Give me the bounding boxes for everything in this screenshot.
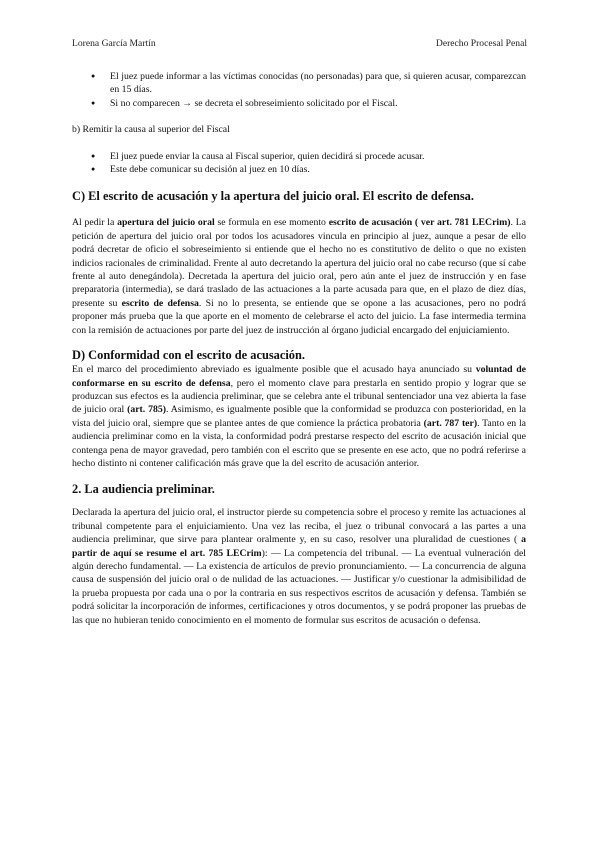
- header-subject: Derecho Procesal Penal: [435, 38, 527, 49]
- page-content: [72, 70, 526, 627]
- list-item: ● Si no comparecen → se decreta el sobreseimiento solicitado por el Fiscal.: [72, 97, 526, 110]
- option-b-text: b) Remitir la causa al superior del Fiscal: [72, 124, 230, 136]
- header-author: Lorena García Martín: [72, 38, 156, 49]
- section-2-paragraph: Declarada la apertura del juicio oral, el instructor pierde su competencia sobre el proceso y remite las actuaciones al tribunal competente para el enjuiciamiento. Una vez las reciba, el juez o tribunal convocará a las partes a una audiencia preliminar, que sirve para plantear oralmente y, en su caso, resolver una pluralidad de cuestiones ( a partir de aquí se resume el art. 785 LECrim): — La competencia del tribunal. — La eventual vulneración del algún derecho fundamental. — La existencia de artículos de previo pronunciamiento. — La concurrencia de alguna causa de suspensión del juicio oral o de nulidad de las actuaciones. — Justificar y/o cuestionar la admisibilidad de la prueba propuesta por cada una o por la contraria en sus respectivos escritos de acusación y defensa. También se podrá solicitar la incorporación de informes, certificaciones y otros documentos, y se podrá proponer las pruebas de las que no hubieran tenido conocimiento en el momento de formular sus escritos de acusación o defensa.: [72, 507, 527, 626]
- list-item: ● El juez puede informar a las víctimas conocidas (no personadas) para que, si quieren acusar, comparezcan en 15 días.: [72, 70, 526, 97]
- bullet-list-a: [72, 70, 526, 110]
- section-c-heading: C) El escrito de acusación y la apertura del juicio oral. El escrito de defensa.: [72, 189, 474, 204]
- section-2-heading: 2. La audiencia preliminar.: [72, 482, 215, 497]
- section-d-heading: D) Conformidad con el escrito de acusación.: [72, 348, 305, 363]
- list-item: ● Este debe comunicar su decisión al juez en 10 días.: [72, 163, 526, 176]
- section-d-paragraph: En el marco del procedimiento abreviado es igualmente posible que el acusado haya anunciado su voluntad de conformarse en su escrito de defensa, pero el momento clave para prestarla en sentido propio y lograr que se produzcan sus efectos es la audiencia preliminar, que se celebra ante el tribunal sentenciador una vez abierta la fase de juicio oral (art. 785). Asimismo, es igualmente posible que la conformidad se produzca con posterioridad, en la vista del juicio oral, siempre que se plantee antes de que comience la práctica probatoria (art. 787 ter). Tanto en la audiencia preliminar como en la vista, la conformidad podrá prestarse respecto del escrito de acusación inicial que contenga pena de mayor gravedad, pero también con el escrito que se presente en ese acto, que no podrá referirse a hecho distinto ni contener calificación más grave que la del escrito de acusación anterior.: [72, 364, 526, 469]
- section-c-paragraph: Al pedir la apertura del juicio oral se formula en ese momento escrito de acusación ( ver art. 781 LECrim). La petición de apertura del juicio oral por todos los acusadores vincula en principio al juez, aunque a pesar de ello podrá decretar de oficio el sobreseimiento si entiende que el hecho no es constitutivo de delito o que no existen indicios racionales de criminalidad. Frente al auto decretando la apertura del juicio oral no cabe recurso (que sí cabe frente al auto denegándola). Decretada la apertura del juicio oral, pero aún ante el juez de instrucción y en fase preparatoria (intermedia), se dará traslado de las actuaciones a la parte acusada para que, en el plazo de diez días, presente su escrito de defensa. Si no lo presenta, se entiende que se opone a las acusaciones, pero no podrá proponer más prueba que la que aporte en el momento de celebrarse el acto del juicio. La fase intermedia termina con la remisión de actuaciones por parte del juez de instrucción al órgano judicial encargado del enjuiciamiento.: [72, 217, 526, 336]
- list-item: ● El juez puede enviar la causa al Fiscal superior, quien decidirá si procede acusar.: [72, 150, 526, 163]
- bullet-list-b: [72, 150, 526, 177]
